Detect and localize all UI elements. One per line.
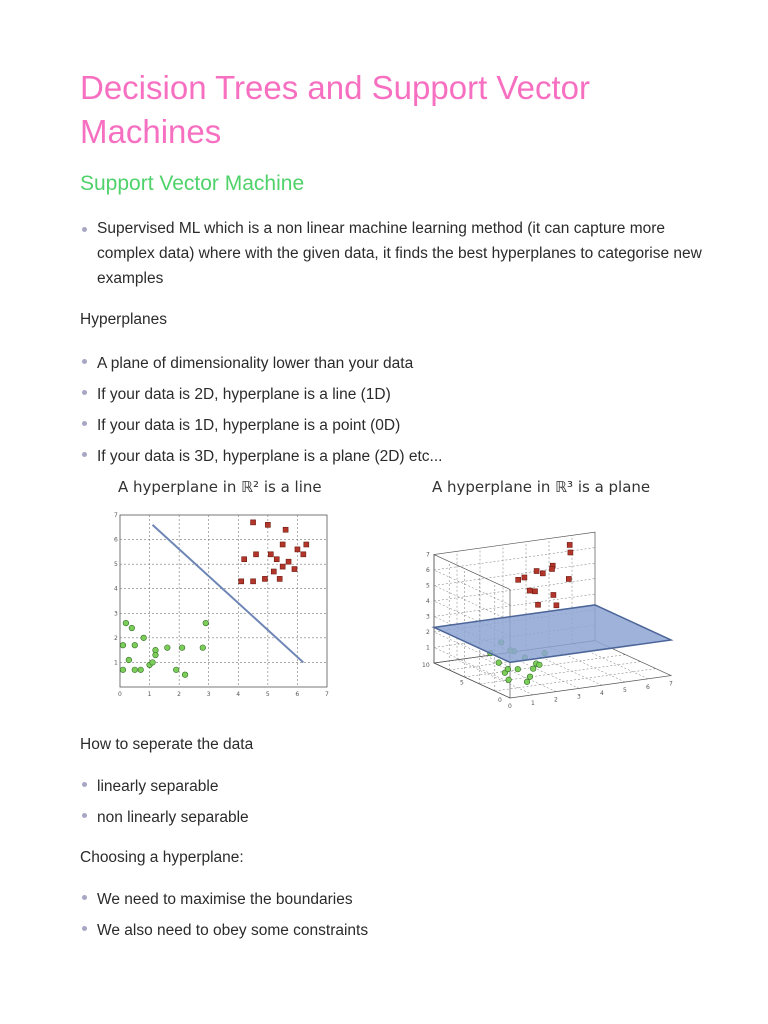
x-tick-label: 1 [531, 699, 535, 707]
data-point [505, 666, 511, 672]
y-tick-label: 0 [498, 697, 502, 704]
data-point [527, 674, 533, 680]
data-point [254, 552, 259, 557]
list-item: If your data is 1D, hyperplane is a point (0D) [80, 410, 720, 441]
x-tick-label: 5 [623, 687, 627, 694]
grid [114, 512, 329, 698]
data-point [566, 576, 571, 581]
data-point [506, 677, 512, 683]
hyperplane-list [80, 348, 720, 472]
data-point [141, 635, 147, 641]
data-point [173, 667, 179, 673]
data-point [534, 569, 539, 574]
data-point [153, 652, 159, 658]
data-point [274, 557, 279, 562]
separate-list [80, 771, 720, 833]
x-tick-label: 4 [600, 690, 604, 698]
data-point [123, 620, 129, 626]
figure-3d-title: A hyperplane in ℝ³ is a plane [432, 478, 651, 496]
data-point [283, 527, 288, 532]
figure-2d-hyperplane [100, 470, 340, 700]
data-point [515, 666, 521, 672]
z-tick-label: 4 [426, 598, 430, 605]
data-point [280, 542, 285, 547]
data-point [292, 567, 297, 572]
z-tick-label: 2 [426, 629, 430, 636]
x-tick-label: 4 [236, 691, 241, 698]
y-tick-label: 2 [114, 634, 118, 642]
data-point [182, 672, 188, 678]
x-tick-label: 2 [554, 696, 558, 704]
data-point [286, 559, 291, 564]
data-point [239, 579, 244, 584]
section-heading: Support Vector Machine [80, 172, 305, 195]
data-point [536, 602, 541, 607]
y-tick-label: 3 [114, 610, 118, 618]
y-tick-label: 10 [422, 662, 430, 669]
data-point [132, 667, 138, 673]
x-tick-label: 7 [669, 680, 673, 688]
list-item: non linearly separable [80, 802, 720, 833]
choosing-heading: Choosing a hyperplane: [80, 849, 244, 866]
list-item: We also need to obey some constraints [80, 915, 720, 946]
data-point [522, 575, 527, 580]
y-tick-label: 5 [114, 561, 118, 569]
x-tick-label: 1 [147, 691, 152, 698]
list-item: linearly separable [80, 771, 720, 802]
list-item: Supervised ML which is a non linear machine learning method (it can capture more complex data) where with the given data, it finds the best hyperplanes to categorise new examples [80, 216, 720, 291]
z-tick-label: 1 [426, 644, 430, 652]
data-point [295, 547, 300, 552]
x-tick-label: 3 [206, 691, 211, 698]
figure-2d-title: A hyperplane in ℝ² is a line [118, 478, 322, 496]
data-point [533, 589, 538, 594]
x-tick-label: 7 [325, 691, 329, 698]
data-point [537, 662, 543, 668]
data-point [280, 564, 285, 569]
data-point [203, 620, 209, 626]
data-point [271, 569, 276, 574]
data-point [138, 667, 144, 673]
data-point [251, 579, 256, 584]
data-point [540, 571, 545, 576]
data-point [530, 666, 536, 672]
data-point [262, 576, 267, 581]
data-point [268, 552, 273, 557]
data-point [200, 645, 206, 651]
y-tick-label: 4 [114, 585, 118, 593]
separate-heading: How to seperate the data [80, 736, 254, 753]
y-tick-label: 7 [114, 512, 118, 519]
x-tick-label: 2 [177, 691, 181, 698]
y-tick-label: 1 [114, 659, 118, 667]
data-point [150, 660, 156, 666]
hyperplane-plane [434, 605, 671, 662]
data-point [301, 552, 306, 557]
data-point [527, 588, 532, 593]
data-point [550, 566, 555, 571]
x-tick-label: 0 [508, 703, 512, 710]
data-points [434, 542, 671, 684]
data-point [265, 522, 270, 527]
grid-line [434, 586, 510, 621]
data-point [251, 520, 256, 525]
data-points [120, 520, 309, 678]
list-item: A plane of dimensionality lower than your data [80, 348, 720, 379]
data-point [516, 577, 521, 582]
y-tick-label: 6 [114, 536, 118, 544]
data-point [304, 542, 309, 547]
data-point [165, 645, 171, 651]
data-point [567, 542, 572, 547]
list-item: If your data is 2D, hyperplane is a line (1D) [80, 379, 720, 410]
x-tick-label: 6 [646, 683, 650, 691]
z-tick-label: 6 [426, 567, 430, 574]
grid-line [434, 570, 510, 605]
data-point [126, 657, 132, 663]
hyperplanes-heading: Hyperplanes [80, 311, 168, 328]
z-tick-label: 7 [426, 551, 430, 559]
list-item: If your data is 3D, hyperplane is a plane (2D) etc... [80, 441, 720, 472]
x-tick-label: 5 [265, 691, 270, 698]
page-title: Decision Trees and Support Vector Machines [80, 69, 590, 150]
intro-list [80, 216, 720, 291]
x-tick-label: 6 [295, 691, 300, 698]
data-point [551, 592, 556, 597]
data-point [554, 603, 559, 608]
data-point [132, 642, 138, 648]
y-tick-label: 5 [460, 679, 464, 687]
data-point [277, 576, 282, 581]
list-item: We need to maximise the boundaries [80, 884, 720, 915]
data-point [179, 645, 185, 651]
z-tick-label: 3 [426, 613, 430, 621]
x-tick-label: 0 [118, 691, 122, 698]
choosing-list [80, 884, 720, 946]
data-point [524, 679, 530, 685]
x-tick-label: 3 [577, 693, 581, 701]
data-point [568, 550, 573, 555]
z-tick-label: 5 [426, 582, 430, 590]
figure-3d-hyperplane [410, 470, 690, 710]
data-point [129, 625, 135, 631]
data-point [120, 667, 126, 673]
data-point [496, 660, 502, 666]
data-point [242, 557, 247, 562]
data-point [120, 642, 126, 648]
